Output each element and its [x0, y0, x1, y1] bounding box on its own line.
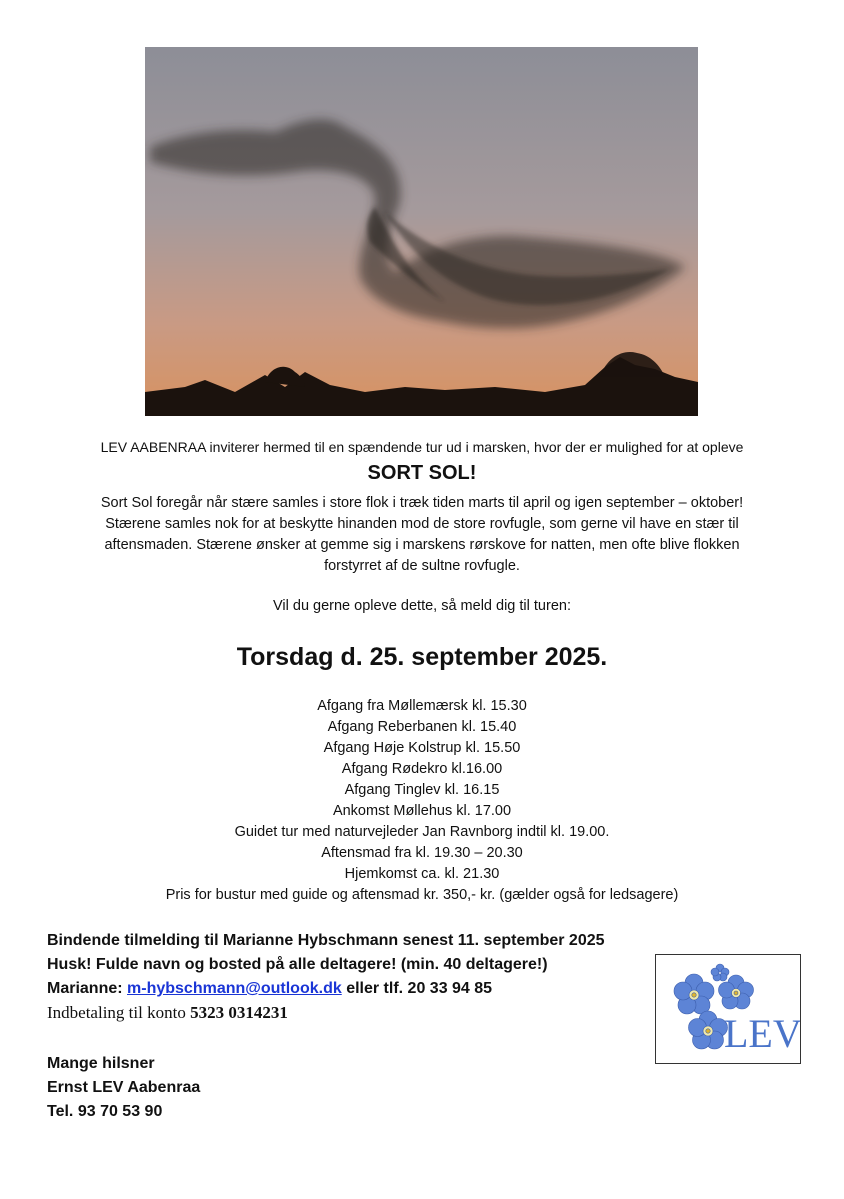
payment-account: 5323 0314231 — [190, 1003, 288, 1022]
forget-me-not-flowers-icon — [656, 955, 800, 1063]
sender-phone: Tel. 93 70 53 90 — [47, 1103, 163, 1120]
schedule-item: Afgang Rødekro kl.16.00 — [341, 761, 503, 777]
email-link[interactable]: m-hybschmann@outlook.dk — [127, 980, 342, 997]
schedule-list — [0, 696, 844, 906]
schedule-item: Ankomst Møllehus kl. 17.00 — [332, 803, 512, 819]
greeting-line: Mange hilsner — [47, 1055, 155, 1072]
description-line: forstyrret af de sultne rovfugle. — [324, 558, 520, 574]
schedule-item: Pris for bustur med guide og aftensmad kr. 350,- kr. (gælder også for ledsagere) — [165, 887, 679, 903]
contact-label: Marianne: — [47, 980, 128, 997]
phone-text: eller tlf. 20 33 94 85 — [341, 980, 493, 997]
schedule-item: Afgang Reberbanen kl. 15.40 — [327, 719, 517, 735]
schedule-item: Afgang Høje Kolstrup kl. 15.50 — [323, 740, 521, 756]
greeting-block — [47, 1052, 200, 1124]
registration-deadline: Bindende tilmelding til Marianne Hybschmann senest 11. september 2025 — [47, 932, 605, 949]
registration-reminder: Husk! Fulde navn og bosted på alle deltagere! (min. 40 deltagere!) — [47, 956, 548, 973]
payment-label: Indbetaling til konto — [47, 1003, 191, 1022]
lev-logo — [655, 954, 801, 1064]
description — [52, 493, 792, 577]
schedule-item: Afgang fra Møllemærsk kl. 15.30 — [317, 698, 527, 714]
description-line: Stærene samles nok for at beskytte hinanden mod de store rovfugle, som gerne vil have en stær til — [105, 516, 739, 532]
description-line: Sort Sol foregår når stære samles i store flok i træk tiden marts til april og igen september – oktober! — [100, 495, 744, 511]
sender-name: Ernst LEV Aabenraa — [47, 1079, 201, 1096]
description-line: aftensmaden. Stærene ønsker at gemme sig i marskens rørskove for natten, men ofte blive flokken — [104, 537, 740, 553]
schedule-item: Guidet tur med naturvejleder Jan Ravnborg indtil kl. 19.00. — [234, 824, 610, 840]
payment-line — [47, 1001, 605, 1025]
schedule-item: Hjemkomst ca. kl. 21.30 — [344, 866, 500, 882]
schedule-item: Afgang Tinglev kl. 16.15 — [344, 782, 500, 798]
event-title: SORT SOL! — [367, 462, 477, 484]
contact-line — [47, 977, 605, 1001]
schedule-item: Aftensmad fra kl. 19.30 – 20.30 — [321, 845, 523, 861]
intro-text: LEV AABENRAA inviterer hermed til en spændende tur ud i marsken, hvor der er mulighed for at opleve — [100, 439, 744, 455]
invite-text: Vil du gerne opleve dette, så meld dig til turen: — [273, 598, 571, 614]
registration-block — [47, 929, 605, 1025]
murmuration-photo — [145, 47, 698, 416]
logo-text: LEV — [724, 1011, 800, 1056]
event-date: Torsdag d. 25. september 2025. — [236, 643, 608, 671]
